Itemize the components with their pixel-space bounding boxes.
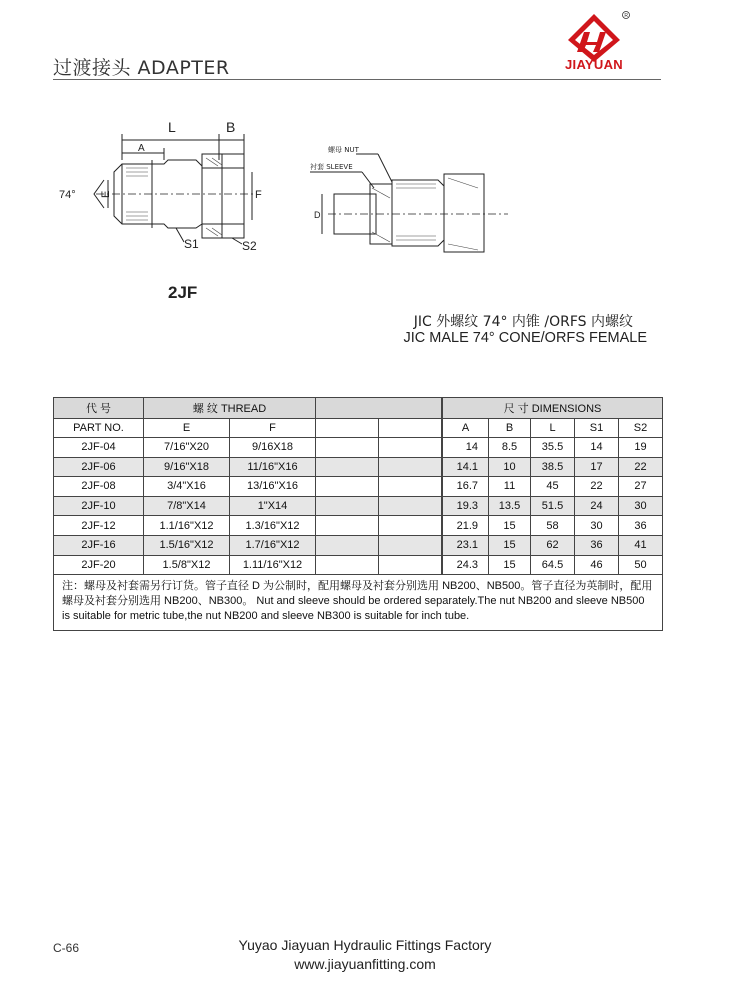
dim-s1: 24: [575, 496, 619, 516]
dim-s2: 22: [619, 457, 663, 477]
dim-label-f: F: [255, 189, 262, 201]
page-title: 过渡接头 ADAPTER: [53, 57, 230, 79]
thread-e: 7/8"X14: [144, 496, 230, 516]
dim-a: 19.3: [443, 496, 489, 516]
table-note-row: [54, 575, 663, 631]
part-no: 2JF-20: [54, 555, 144, 575]
table-row: [54, 535, 663, 555]
table-header-row: [54, 398, 663, 419]
col-f: F: [230, 419, 316, 438]
nut-label: 螺母 NUT: [328, 146, 359, 154]
thread-f: 13/16"X16: [230, 477, 316, 497]
table-row: [54, 496, 663, 516]
dim-label-b: B: [226, 120, 236, 135]
dim-a: 16.7: [443, 477, 489, 497]
website-url: www.jiayuanfitting.com: [294, 956, 436, 972]
thread-f: 11/16"X16: [230, 457, 316, 477]
thread-e: 1.1/16"X12: [144, 516, 230, 536]
dim-a: 14: [443, 438, 489, 458]
dim-l: 45: [531, 477, 575, 497]
dim-s2: 41: [619, 535, 663, 555]
dim-a: 21.9: [443, 516, 489, 536]
dim-a: 23.1: [443, 535, 489, 555]
table-subheader-row: [54, 419, 663, 438]
thread-e: 9/16"X18: [144, 457, 230, 477]
header-code-cn: 代 号: [54, 398, 144, 419]
sleeve-label: 衬套 SLEEVE: [310, 163, 353, 171]
table-row: [54, 516, 663, 536]
header-part-no: PART NO.: [54, 419, 144, 438]
dim-a: 24.3: [443, 555, 489, 575]
col-e: E: [144, 419, 230, 438]
dim-s1: 46: [575, 555, 619, 575]
header-dimensions: 尺 寸 DIMENSIONS: [443, 398, 663, 419]
dim-s2: 30: [619, 496, 663, 516]
thread-f: 1.11/16"X12: [230, 555, 316, 575]
dim-s1: 14: [575, 438, 619, 458]
part-no: 2JF-10: [54, 496, 144, 516]
dim-label-l: L: [168, 120, 176, 135]
dim-l: 38.5: [531, 457, 575, 477]
dim-a: 14.1: [443, 457, 489, 477]
dim-s2: 50: [619, 555, 663, 575]
table-row: [54, 555, 663, 575]
col-a: A: [443, 419, 489, 438]
dim-b: 8.5: [489, 438, 531, 458]
header-thread: 螺 纹 THREAD: [144, 398, 316, 419]
thread-e: 3/4"X16: [144, 477, 230, 497]
spec-table: [53, 397, 663, 631]
svg-text:R: R: [624, 13, 629, 19]
thread-f: 1.7/16"X12: [230, 535, 316, 555]
col-s2: S2: [619, 419, 663, 438]
assembly-drawing: [308, 140, 520, 255]
company-name: Yuyao Jiayuan Hydraulic Fittings Factory: [238, 937, 492, 953]
col-s1: S1: [575, 419, 619, 438]
col-l: L: [531, 419, 575, 438]
dim-s1: 17: [575, 457, 619, 477]
dim-s1: 22: [575, 477, 619, 497]
thread-f: 1.3/16"X12: [230, 516, 316, 536]
dim-l: 64.5: [531, 555, 575, 575]
dim-label-d: D: [314, 210, 321, 220]
part-no: 2JF-04: [54, 438, 144, 458]
page-number: C-66: [53, 941, 80, 955]
dim-s2: 19: [619, 438, 663, 458]
brand-name: JIAYUAN: [565, 57, 623, 72]
dim-s1: 30: [575, 516, 619, 536]
dim-label-e: E: [100, 190, 112, 198]
thread-e: 1.5/8"X12: [144, 555, 230, 575]
dim-label-a: A: [138, 143, 145, 154]
dim-s2: 27: [619, 477, 663, 497]
dim-label-s1: S1: [184, 237, 199, 251]
dim-b: 11: [489, 477, 531, 497]
dim-b: 13.5: [489, 496, 531, 516]
table-row: [54, 457, 663, 477]
thread-f: 1"X14: [230, 496, 316, 516]
part-no: 2JF-12: [54, 516, 144, 536]
dim-s1: 36: [575, 535, 619, 555]
dim-label-angle: 74°: [59, 189, 76, 201]
table-row: [54, 438, 663, 458]
dim-l: 58: [531, 516, 575, 536]
model-code: 2JF: [168, 283, 198, 302]
thread-f: 9/16X18: [230, 438, 316, 458]
dim-l: 62: [531, 535, 575, 555]
thread-e: 1.5/16"X12: [144, 535, 230, 555]
header-divider: [53, 79, 661, 80]
part-no: 2JF-06: [54, 457, 144, 477]
col-b: B: [489, 419, 531, 438]
dim-b: 15: [489, 555, 531, 575]
dim-b: 15: [489, 535, 531, 555]
description-cn: JIC 外螺纹 74° 内锥 /ORFS 内螺纹: [413, 314, 633, 330]
thread-e: 7/16"X20: [144, 438, 230, 458]
dim-label-s2: S2: [242, 239, 257, 253]
order-note: 注：螺母及衬套需另行订货。管子直径 D 为公制时，配用螺母及衬套分别选用 NB200、NB500。管子直径为英制时，配用螺母及衬套分别选用 NB200、NB300。 Nut and sleeve should be ordered separately.The nut NB200 and sleeve NB500 is suitable for metric tube,the nut NB200 and sleeve NB300 is suitable for inch tube.: [54, 575, 663, 631]
part-no: 2JF-16: [54, 535, 144, 555]
dim-s2: 36: [619, 516, 663, 536]
description-en: JIC MALE 74° CONE/ORFS FEMALE: [403, 330, 647, 346]
table-row: [54, 477, 663, 497]
fitting-section-drawing: [56, 120, 276, 255]
dim-b: 15: [489, 516, 531, 536]
dim-l: 35.5: [531, 438, 575, 458]
part-no: 2JF-08: [54, 477, 144, 497]
dim-b: 10: [489, 457, 531, 477]
dim-l: 51.5: [531, 496, 575, 516]
